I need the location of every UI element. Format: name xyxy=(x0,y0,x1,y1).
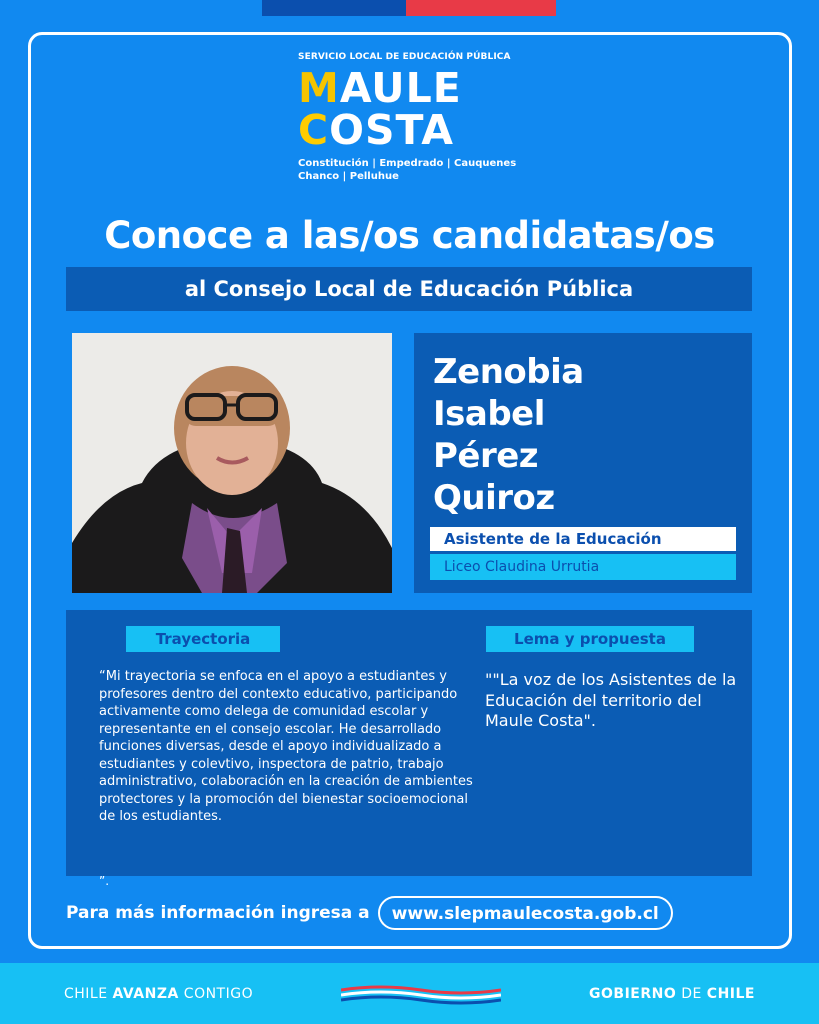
name-line-4: Quiroz xyxy=(433,478,555,518)
candidate-photo xyxy=(72,333,392,593)
more-info xyxy=(66,896,673,930)
slogan-bold: AVANZA xyxy=(112,985,179,1002)
trayectoria-label: Trayectoria xyxy=(126,626,280,652)
footer-government xyxy=(589,986,755,1002)
candidate-name xyxy=(433,351,584,519)
trayectoria-closing-quote: ”. xyxy=(99,874,110,888)
comunas-line-2: Chanco | Pelluhue xyxy=(298,171,399,182)
slogan-pre: CHILE xyxy=(64,985,113,1002)
name-line-1: Zenobia xyxy=(433,352,584,392)
comunas-line-1: Constitución | Empedrado | Cauquenes xyxy=(298,158,517,169)
footer-slogan xyxy=(64,986,253,1002)
name-line-2: Isabel xyxy=(433,394,545,434)
gov-mid: DE xyxy=(676,985,707,1002)
info-panel xyxy=(66,610,752,876)
gov-post: CHILE xyxy=(706,985,755,1002)
logo xyxy=(298,64,558,154)
comunas-list xyxy=(298,157,558,183)
stripe-blue xyxy=(262,0,406,16)
subheadline-bar: al Consejo Local de Educación Pública xyxy=(66,267,752,311)
candidate-school: Liceo Claudina Urrutia xyxy=(430,554,736,580)
slogan-post: CONTIGO xyxy=(178,985,254,1002)
more-info-label: Para más información ingresa a xyxy=(66,903,370,923)
top-flag-stripes xyxy=(262,0,556,16)
flag-waves-icon xyxy=(341,982,501,1006)
service-name: SERVICIO LOCAL DE EDUCACIÓN PÚBLICA xyxy=(298,52,511,62)
logo-letter-c: C xyxy=(298,106,330,154)
stripe-red xyxy=(406,0,556,16)
headline: Conoce a las/os candidatas/os xyxy=(104,214,715,257)
logo-letter-m: M xyxy=(298,64,340,112)
candidate-name-panel xyxy=(414,333,752,593)
gov-pre: GOBIERNO xyxy=(589,985,677,1002)
candidate-role: Asistente de la Educación xyxy=(430,527,736,551)
footer xyxy=(0,963,819,1024)
trayectoria-text: “Mi trayectoria se enfoca en el apoyo a estudiantes y profesores dentro del contexto educativo, participando activamente como delega de comunidad escolar y representante en el consejo escolar. He desarrollado funciones diversas, desde el apoyo individualizado a estudiantes y colevtivo, inspectora de patrio, trabajo administrativo, colaboración en la creación de ambientes protectores y la promoción del bienestar socioemocional de los estudiantes. xyxy=(99,669,473,824)
lema-label: Lema y propuesta xyxy=(486,626,694,652)
name-line-3: Pérez xyxy=(433,436,539,476)
lema-text: ""La voz de los Asistentes de la Educación del territorio del Maule Costa". xyxy=(485,670,737,730)
portrait-illustration xyxy=(72,333,392,593)
brand-block xyxy=(298,52,558,183)
logo-word-aule: AULE xyxy=(339,64,462,112)
logo-word-osta: OSTA xyxy=(329,106,454,154)
website-link[interactable]: www.slepmaulecosta.gob.cl xyxy=(378,896,673,930)
